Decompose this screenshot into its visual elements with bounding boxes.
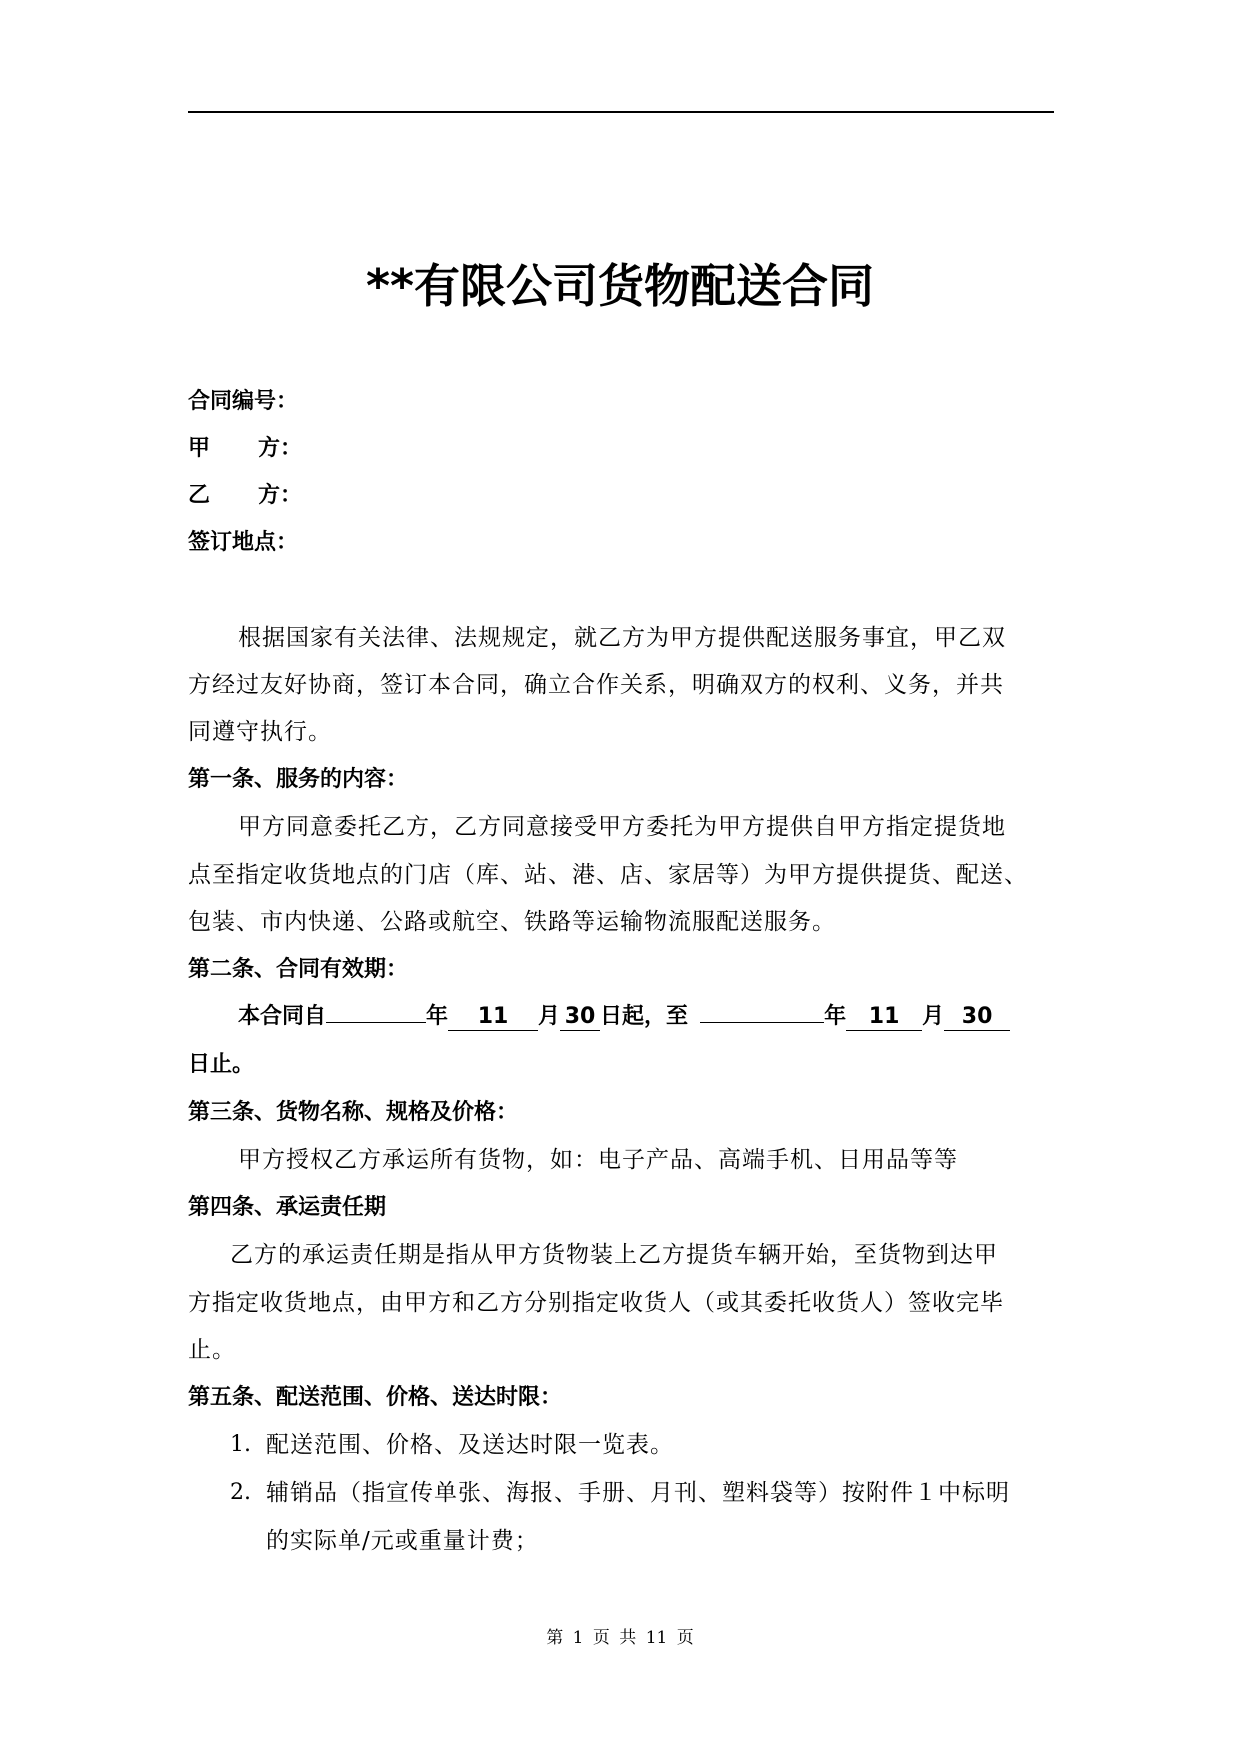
validity-end: 日止。 xyxy=(188,1052,255,1077)
article4-line-3: 止。 xyxy=(188,1337,236,1363)
article1-heading: 第一条、服务的内容： xyxy=(188,767,409,792)
article5-item-2-number: 2. xyxy=(230,1480,251,1505)
header-rule xyxy=(188,111,1054,113)
article5-item-1-text: 配送范围、价格、及送达时限一览表。 xyxy=(266,1432,674,1458)
party-a-field xyxy=(188,434,302,464)
end-year-blank xyxy=(700,1022,824,1023)
article5-heading: 第五条、配送范围、价格、送达时限： xyxy=(188,1385,563,1410)
start-day-value: 30 xyxy=(560,1004,600,1031)
article1-line-2: 点至指定收货地点的门店（库、站、港、店、家居等）为甲方提供提货、配送、 xyxy=(188,862,1028,888)
article5-item-2-line-1: 辅销品（指宣传单张、海报、手册、月刊、塑料袋等）按附件１中标明 xyxy=(266,1480,1010,1506)
article1-line-3: 包装、市内快递、公路或航空、铁路等运输物流服配送服务。 xyxy=(188,909,836,935)
sign-place-label: 签订地点： xyxy=(188,530,299,555)
intro-line-2: 方经过友好协商，签订本合同，确立合作关系，明确双方的权利、义务，并共 xyxy=(188,672,1004,698)
party-a-label-2: 方： xyxy=(258,436,303,461)
contract-title: **有限公司货物配送合同 xyxy=(365,259,875,313)
article4-line-2: 方指定收货地点，由甲方和乙方分别指定收货人（或其委托收货人）签收完毕 xyxy=(188,1290,1004,1316)
end-day-value: 30 xyxy=(944,1004,1010,1031)
article4-heading: 第四条、承运责任期 xyxy=(188,1195,387,1220)
article4-line-1: 乙方的承运责任期是指从甲方货物装上乙方提货车辆开始，至货物到达甲 xyxy=(230,1242,998,1268)
end-month-value: 11 xyxy=(846,1004,922,1031)
validity-mid: 日起，至 xyxy=(600,1004,689,1029)
party-a-label-1: 甲 xyxy=(188,436,211,461)
article1-line-1: 甲方同意委托乙方，乙方同意接受甲方委托为甲方提供自甲方指定提货地 xyxy=(238,814,1006,840)
start-month-value: 11 xyxy=(448,1004,538,1031)
article3-line: 甲方授权乙方承运所有货物，如：电子产品、高端手机、日用品等等 xyxy=(238,1147,958,1173)
contract-number-label: 合同编号： xyxy=(188,389,299,414)
start-month-label: 月 xyxy=(538,1004,561,1029)
intro-line-1: 根据国家有关法律、法规规定，就乙方为甲方提供配送服务事宜，甲乙双 xyxy=(238,625,1006,651)
party-b-label-1: 乙 xyxy=(188,483,211,508)
contract-number-field xyxy=(188,387,298,417)
validity-prefix: 本合同自 xyxy=(238,1004,327,1029)
start-year-label: 年 xyxy=(426,1004,449,1029)
party-b-label-2: 方： xyxy=(258,483,303,508)
article2-heading: 第二条、合同有效期： xyxy=(188,957,409,982)
intro-line-3: 同遵守执行。 xyxy=(188,719,332,745)
article5-item-2-line-2: 的实际单/元或重量计费； xyxy=(266,1528,539,1554)
end-year-label: 年 xyxy=(824,1004,847,1029)
start-year-blank xyxy=(326,1022,426,1023)
page-footer: 第 1 页 共 11 页 xyxy=(546,1628,694,1648)
article5-item-1-number: 1. xyxy=(230,1432,251,1457)
end-month-label: 月 xyxy=(922,1004,945,1029)
sign-place-field xyxy=(188,528,298,558)
party-b-field xyxy=(188,481,302,511)
validity-period-line xyxy=(238,1002,1010,1032)
article3-heading: 第三条、货物名称、规格及价格： xyxy=(188,1100,519,1125)
